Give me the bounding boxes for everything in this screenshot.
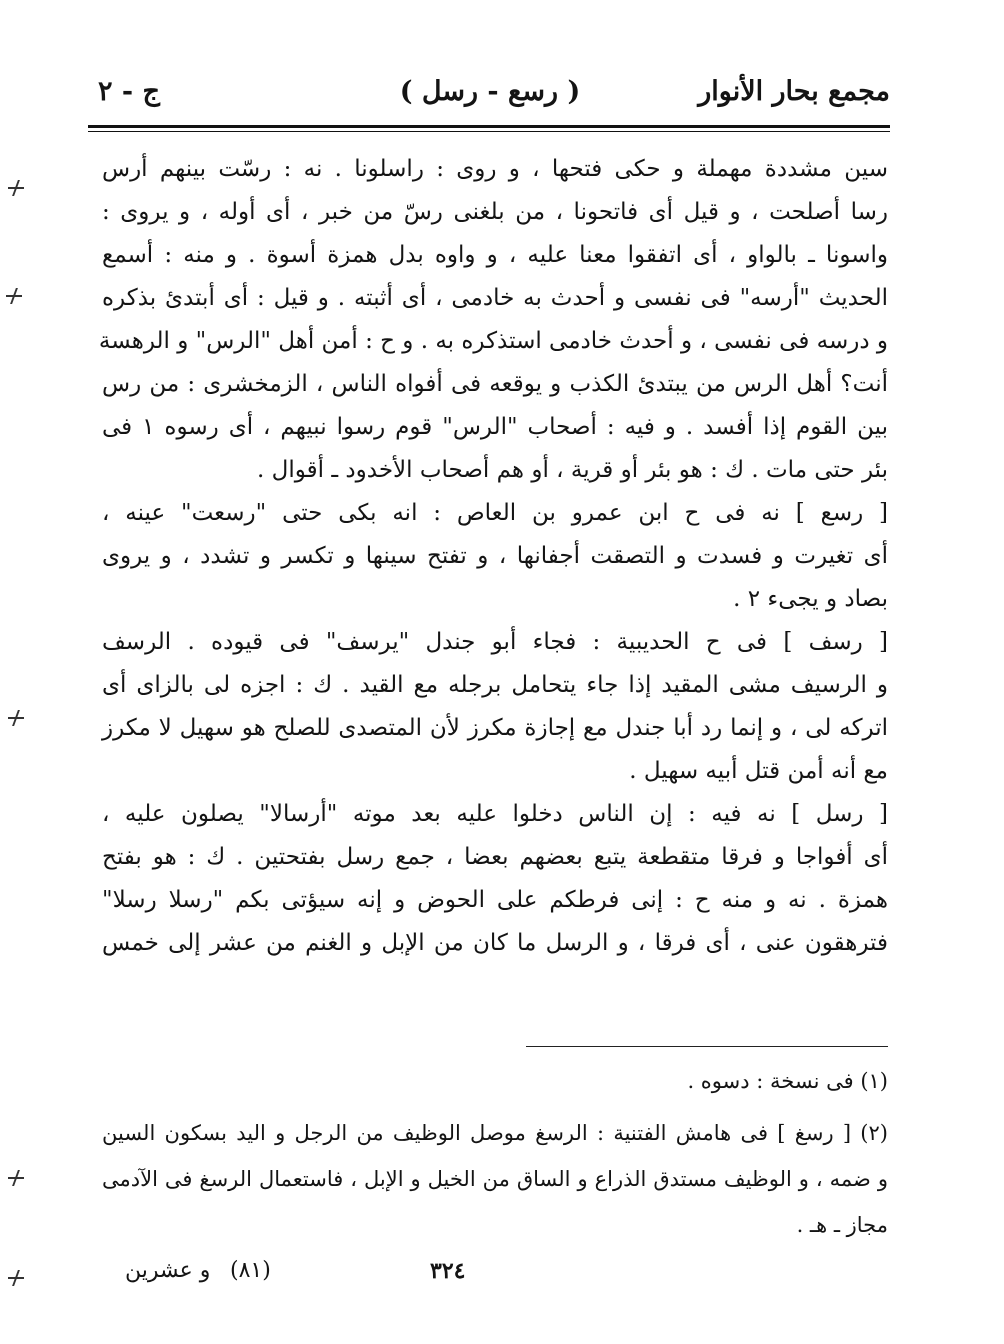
header-rule (88, 125, 890, 128)
text-line: بين القوم إذا أفسد . و فيه : أصحاب "الرس" قوم رسوا نبيهم ، أى رسوه ١ فى (102, 414, 888, 440)
text-line: أى تغيرت و فسدت و التصقت أجفانها ، و تفتح سينها و تكسر و تشدد ، و يروى (102, 543, 888, 569)
text-line: الحديث "أرسه" فى نفسى و أحدث به خادمى ، أى أثبته . و قيل : أى أبتدئ بذكره (102, 285, 888, 311)
text-line: رسا أصلحت ، و قيل أى فاتحونا ، من بلغنى رسّ من خبر ، أى أوله ، و يروى : (102, 199, 888, 225)
margin-mark-icon (6, 288, 22, 304)
footnote-1 (102, 1058, 888, 1104)
text-line: بئر حتى مات . ك : هو بئر أو قرية ، أو هم أصحاب الأخدود ـ أقوال . (257, 457, 888, 483)
footnote-line: (١) فى نسخة : دسوه . (687, 1069, 888, 1093)
footnote-separator (526, 1046, 888, 1047)
text-line: [ رسع ] نه فى ح ابن عمرو بن العاص : انه بكى حتى "رسعت" عينه ، (102, 500, 888, 526)
text-line: همزة . نه و منه ح : إنى فرطكم على الحوض و إنه سيؤتى بكم "رسلا رسلا" (102, 887, 888, 913)
text-line: مع أنه أمن قتل أبيه سهيل . (629, 758, 888, 784)
text-line: و الرسيف مشى المقيد إذا جاء يتحامل برجله مع القيد . ك : اجزه لى بالزاى أى (102, 672, 888, 698)
footnote-line: (٢) [ رسغ ] فى هامش الفتنية : الرسغ موصل الوظيف من الرجل و اليد بسكون السين (102, 1121, 888, 1145)
volume-label: ج - ٢ (98, 76, 160, 107)
margin-mark-icon (8, 1270, 24, 1286)
text-line: [ رسل ] نه فيه : إن الناس دخلوا عليه بعد موته "أرسالا" يصلون عليه ، (102, 801, 888, 827)
main-text (98, 148, 888, 965)
margin-mark-icon (8, 710, 24, 726)
footnote-2 (102, 1110, 888, 1248)
entry-range: ( رسع - رسل ) (399, 76, 581, 107)
margin-mark-icon (8, 180, 24, 196)
part-number: (٨١) (230, 1258, 271, 1283)
page-number: ٣٢٤ (430, 1258, 466, 1284)
text-line: اتركه لى ، و إنما رد أبا جندل مع إجازة مكرز لأن المتصدى للصلح هو سهيل لا مكرز (102, 715, 888, 741)
page-header (90, 70, 890, 130)
text-line: أنت؟ أهل الرس من يبتدئ الكذب و يوقعه فى أفواه الناس ، الزمخشرى : من رس (102, 371, 888, 397)
part-word: و عشرين (125, 1258, 211, 1283)
text-line: واسونا ـ بالواو ، أى اتفقوا معنا عليه ، و واوه بدل همزة أسوة . و منه : أسمع (102, 242, 888, 268)
text-line: سين مشددة مهملة و حكى فتحها ، و روى : راسلونا . نه : رسّت بينهم أرس (102, 156, 888, 182)
header-rule-thin (88, 131, 890, 132)
text-line: أى أفواجا و فرقا متقطعة يتبع بعضهم بعضا ، جمع رسل بفتحتين . ك : هو بفتح (102, 844, 888, 870)
footnote-line: و ضمه ، و الوظيف مستدق الذراع و الساق من الخيل و الإبل ، فاستعمال الرسغ فى الآدمى (102, 1167, 888, 1191)
text-line: بصاد و يجىء ٢ . (733, 586, 888, 612)
footnote-line: مجاز ـ هـ . (796, 1213, 888, 1237)
margin-mark-icon (8, 1170, 24, 1186)
text-line: [ رسف ] فى ح الحديبية : فجاء أبو جندل "يرسف" فى قيوده . الرسف (102, 629, 888, 655)
book-title: مجمع بحار الأنوار (698, 76, 890, 107)
text-line: و درسه فى نفسى ، و أحدث خادمى استذكره به . و ح : أمن أهل "الرس" و الرهسة (98, 328, 888, 354)
text-line: فترهقون عنى ، أى فرقا ، و الرسل ما كان من الإبل و الغنم من عشر إلى خمس (102, 930, 888, 956)
